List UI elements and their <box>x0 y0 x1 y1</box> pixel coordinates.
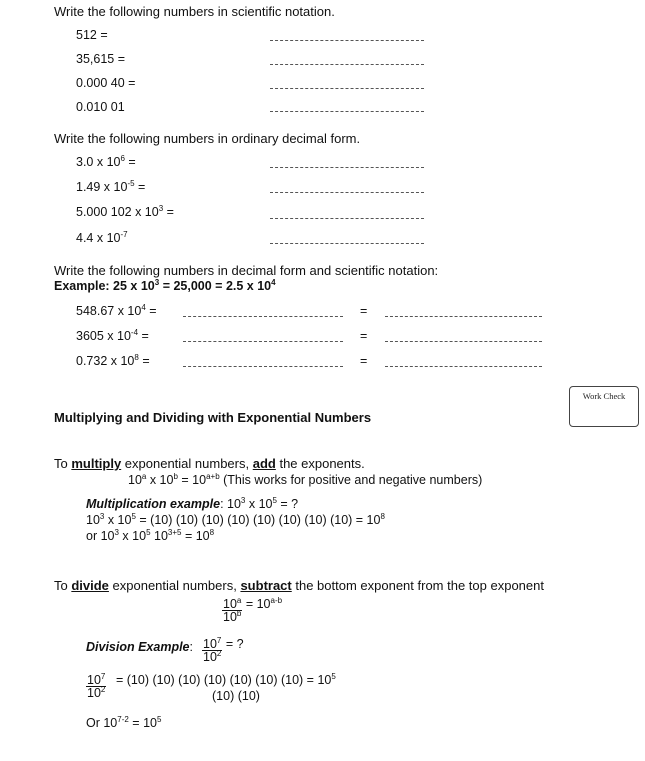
multiply-work-2: or $10^3$ x $10^5$ $10^{3+5} = 10^8$ <box>86 528 215 543</box>
sec3-item-1: 548.67 x $10^4$ = <box>76 303 157 318</box>
sec3-item-3: 0.732 x $10^8$ = <box>76 353 150 368</box>
sec2-title: Write the following numbers in ordinary decimal form. <box>54 131 361 146</box>
equals-2: = <box>360 329 368 343</box>
divide-example-label: Division Example: <box>86 640 193 654</box>
work-check-label: Work Check <box>582 391 626 401</box>
sec2-item-1: 3.0 x $10^6$ = <box>76 154 136 169</box>
sec3-title: Write the following numbers in decimal form and scientific notation: <box>54 263 439 278</box>
answer-line-6[interactable] <box>270 192 424 193</box>
decimal-line-3[interactable] <box>183 366 343 367</box>
decimal-line-1[interactable] <box>183 316 343 317</box>
sec2-item-2: 1.49 x $10^{-5}$ = <box>76 179 146 194</box>
answer-line-5[interactable] <box>270 167 424 168</box>
sec1-item-1: 512 = <box>76 28 108 42</box>
scientific-line-1[interactable] <box>385 316 542 317</box>
divide-work-bottom: (10) (10) <box>212 689 260 703</box>
answer-line-4[interactable] <box>270 111 424 112</box>
answer-line-2[interactable] <box>270 64 424 65</box>
multiply-rule: 10$^a$ x $10^b = 10^{a+b}$ (This works for positive and negative numbers) <box>128 472 483 487</box>
divide-shortcut: Or $10^{7-2} = 10^5$ <box>86 715 162 730</box>
divide-rule-fraction: $10^a = 10^{a-b}$ 10$^b$ <box>223 596 283 624</box>
sec1-item-4: 0.010 01 <box>76 100 125 114</box>
sec2-item-3: 5.000 102 x $10^3$ = <box>76 204 174 219</box>
equals-1: = <box>360 304 368 318</box>
sec1-item-3: 0.000 40 = <box>76 76 136 90</box>
answer-line-7[interactable] <box>270 218 424 219</box>
scientific-line-3[interactable] <box>385 366 542 367</box>
answer-line-8[interactable] <box>270 243 424 244</box>
divide-work-top: = (10) (10) (10) (10) (10) (10) $(10) = 10^5$ <box>116 672 336 687</box>
sec1-item-2: 35,615 = <box>76 52 126 66</box>
sec2-item-4: 4.4 x $10^{-7}$ <box>76 230 128 245</box>
equals-3: = <box>360 354 368 368</box>
sec1-title: Write the following numbers in scientific notation. <box>54 4 335 19</box>
answer-line-1[interactable] <box>270 40 424 41</box>
work-check-button[interactable] <box>569 386 639 427</box>
divide-work-fraction: $\frac{10^7}{10^2}$ <box>87 672 106 700</box>
sec3-item-2: 3605 x $10^{-4}$ = <box>76 328 149 343</box>
answer-line-3[interactable] <box>270 88 424 89</box>
decimal-line-2[interactable] <box>183 341 343 342</box>
multiply-intro: To multiply exponential numbers, add the exponents. <box>54 456 365 471</box>
divide-intro: To divide exponential numbers, subtract the bottom exponent from the top exponent <box>54 578 544 593</box>
multiply-example: Multiplication example: $10^3$ x $10^5$ = ? <box>86 496 299 511</box>
divide-example-fraction: $10^7$ = ? $10^2$ <box>203 636 244 664</box>
sec3-example: Example: 25 x $10^3 = 25,000 = 2.5$ x $10^4$ <box>54 278 276 293</box>
multiply-work-1: $10^3$ x $10^5 = (10)$ (10) (10) (10) (10) (10) (10) $(10) = 10^8$ <box>86 512 385 527</box>
section-heading: Multiplying and Dividing with Exponential Numbers <box>54 410 372 425</box>
scientific-line-2[interactable] <box>385 341 542 342</box>
